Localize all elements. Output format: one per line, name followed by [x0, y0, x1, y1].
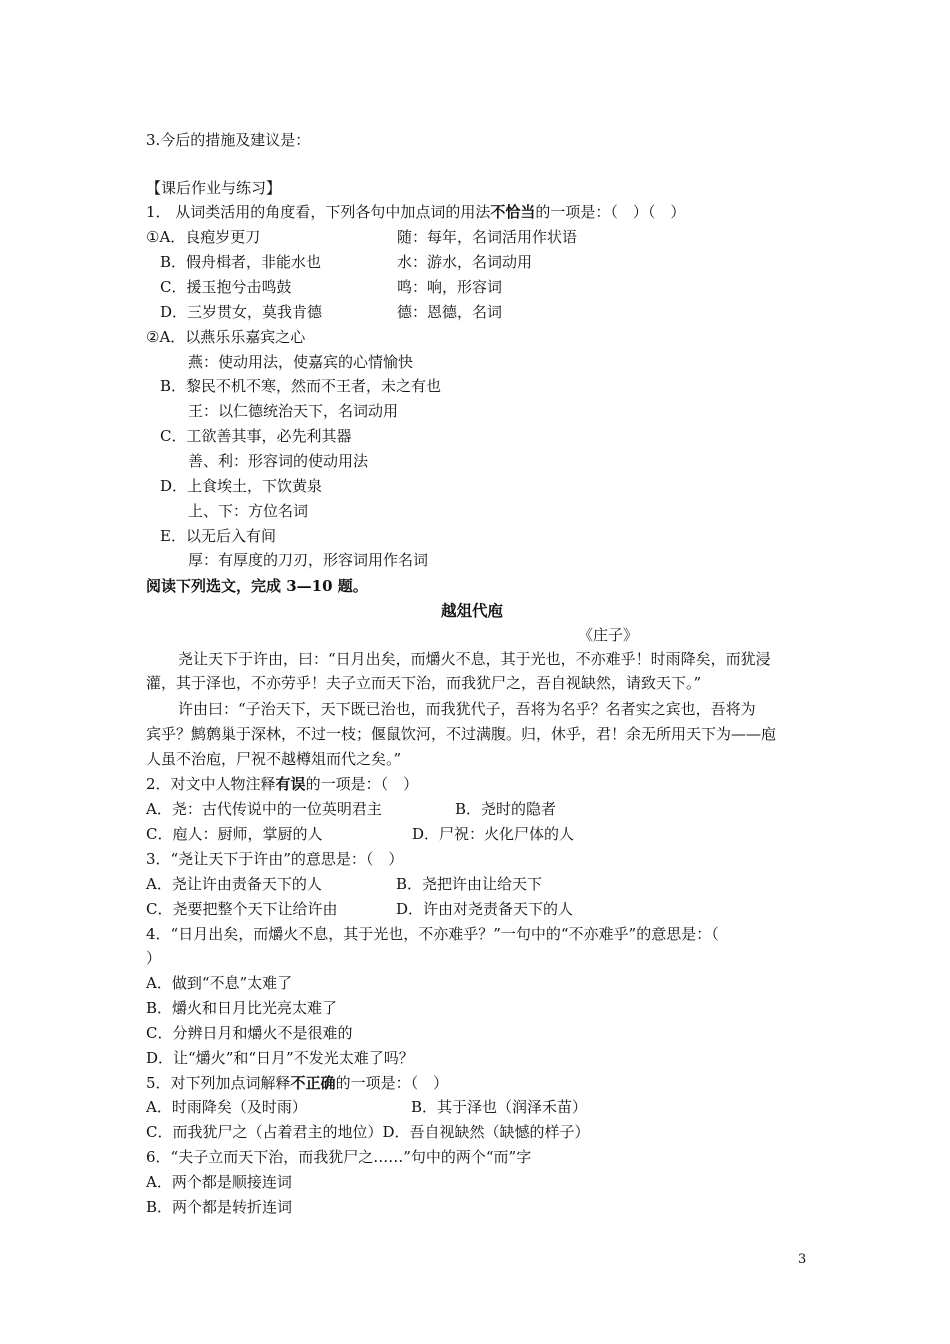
- q4-option-c: C．分辨日月和爝火不是很难的: [146, 1024, 353, 1042]
- q3-option-a: A．尧让许由责备天下的人: [146, 875, 322, 893]
- q1-g2-note: 上、下：方位名词: [188, 502, 309, 520]
- q4-stem-cont: ）: [146, 949, 162, 967]
- passage-line: 灌，其于泽也，不亦劳乎！夫子立而天下治，而我犹尸之，吾自视缺然，请致天下。”: [146, 674, 702, 692]
- q1-stem-emphasis: 不恰当: [490, 203, 536, 221]
- q5-stem-tail: 的一项是：（ ）: [335, 1074, 449, 1092]
- passage-line: 宾乎？鹪鹩巢于深林，不过一枝；偃鼠饮河，不过满腹。归，休乎，君！余无所用天下为——庖: [146, 725, 777, 743]
- q1-g2-note: 善、利：形容词的使动用法: [188, 452, 369, 470]
- q1-g1-sentence: D．三岁贯女，莫我肯德: [160, 303, 323, 321]
- q2-option-c: C．庖人：厨师，掌厨的人: [146, 825, 323, 843]
- q1-stem-text: 1． 从词类活用的角度看，下列各句中加点词的用法: [146, 203, 491, 221]
- q5-stem-emphasis: 不正确: [290, 1074, 336, 1092]
- q1-g1-note: 水：游水，名词动用: [397, 253, 533, 271]
- q1-stem: [146, 202, 685, 222]
- q4-option-a: A．做到“不息”太难了: [146, 974, 293, 992]
- passage-line: 许由曰：“子治天下，天下既已治也，而我犹代子，吾将为名乎？名者实之宾也，吾将为: [178, 700, 756, 718]
- q2-stem-text: 2．对文中人物注释: [146, 775, 276, 793]
- q5-option-a: A．时雨降矣（及时雨）: [146, 1098, 307, 1116]
- q4-option-b: B．爝火和日月比光亮太难了: [146, 999, 338, 1017]
- q2-stem-emphasis: 有误: [275, 775, 306, 793]
- q2-option-b: B．尧时的隐者: [455, 800, 557, 818]
- passage-title: 越俎代庖: [441, 601, 504, 620]
- q6-option-b: B．两个都是转折连词: [146, 1198, 293, 1216]
- q5-stem-text: 5．对下列加点词解释: [146, 1074, 291, 1092]
- q4-option-d: D．让“爝火”和“日月”不发光太难了吗？: [146, 1049, 414, 1067]
- q2-stem-tail: 的一项是：（ ）: [305, 775, 419, 793]
- q3-option-c: C．尧要把整个天下让给许由: [146, 900, 338, 918]
- reading-instruction: 阅读下列选文，完成 3—10 题。: [146, 577, 368, 595]
- q1-g1-note: 德：恩德，名词: [397, 303, 503, 321]
- q1-g2-note: 燕：使动用法，使嘉宾的心情愉快: [188, 353, 414, 371]
- q6-stem: 6．“夫子立而天下治，而我犹尸之……”句中的两个“而”字: [146, 1148, 532, 1166]
- q1-g1-sentence: ①A．良疱岁更刀: [146, 228, 261, 246]
- q5-option-cd: C．而我犹尸之（占着君主的地位）D．吾自视缺然（缺憾的样子）: [146, 1123, 590, 1141]
- q2-stem: [146, 774, 418, 794]
- q1-g2-note: 王：以仁德统治天下，名词动用: [188, 402, 399, 420]
- passage-line: 人虽不治庖，尸祝不越樽俎而代之矣。”: [146, 750, 402, 768]
- q3-stem: 3．“尧让天下于许由”的意思是：（ ）: [146, 850, 404, 868]
- q1-g2-sentence: ②A．以燕乐乐嘉宾之心: [146, 328, 306, 346]
- q5-option-b: B．其于泽也（润泽禾苗）: [411, 1098, 588, 1116]
- q1-g2-sentence: D．上食埃土，下饮黄泉: [160, 477, 323, 495]
- q6-option-a: A．两个都是顺接连词: [146, 1173, 292, 1191]
- q1-stem-tail: 的一项是：（ ）（ ）: [535, 203, 686, 221]
- measures-heading: 3.今后的措施及建议是：: [146, 131, 311, 149]
- q1-g2-sentence: E．以无后入有间: [160, 527, 276, 545]
- q3-option-d: D．许由对尧责备天下的人: [396, 900, 574, 918]
- q3-option-b: B．尧把许由让给天下: [396, 875, 543, 893]
- q2-option-d: D．尸祝：火化尸体的人: [412, 825, 575, 843]
- q1-g1-note: 鸣：响，形容词: [397, 278, 503, 296]
- q5-stem: [146, 1073, 448, 1093]
- q1-g2-sentence: B．黎民不机不寒，然而不王者，未之有也: [160, 377, 442, 395]
- q1-g1-sentence: C．援玉抱兮击鸣鼓: [160, 278, 292, 296]
- passage-source: 《庄子》: [578, 626, 639, 644]
- homework-header: 【课后作业与练习】: [146, 179, 282, 197]
- q1-g1-sentence: B．假舟楫者，非能水也: [160, 253, 322, 271]
- q1-g2-sentence: C．工欲善其事，必先利其器: [160, 427, 352, 445]
- q1-g2-note: 厚：有厚度的刀刃，形容词用作名词: [188, 551, 429, 569]
- q1-g1-note: 随：每年，名词活用作状语: [397, 228, 578, 246]
- q2-option-a: A．尧：古代传说中的一位英明君主: [146, 800, 382, 818]
- page-number: 3: [798, 1252, 807, 1267]
- q4-stem: 4．“日月出矣，而爝火不息，其于光也，不亦难乎？”一句中的“不亦难乎”的意思是：（: [146, 925, 719, 943]
- passage-line: 尧让天下于许由，曰：“日月出矣，而爝火不息，其于光也，不亦难乎！时雨降矣，而犹浸: [178, 650, 771, 668]
